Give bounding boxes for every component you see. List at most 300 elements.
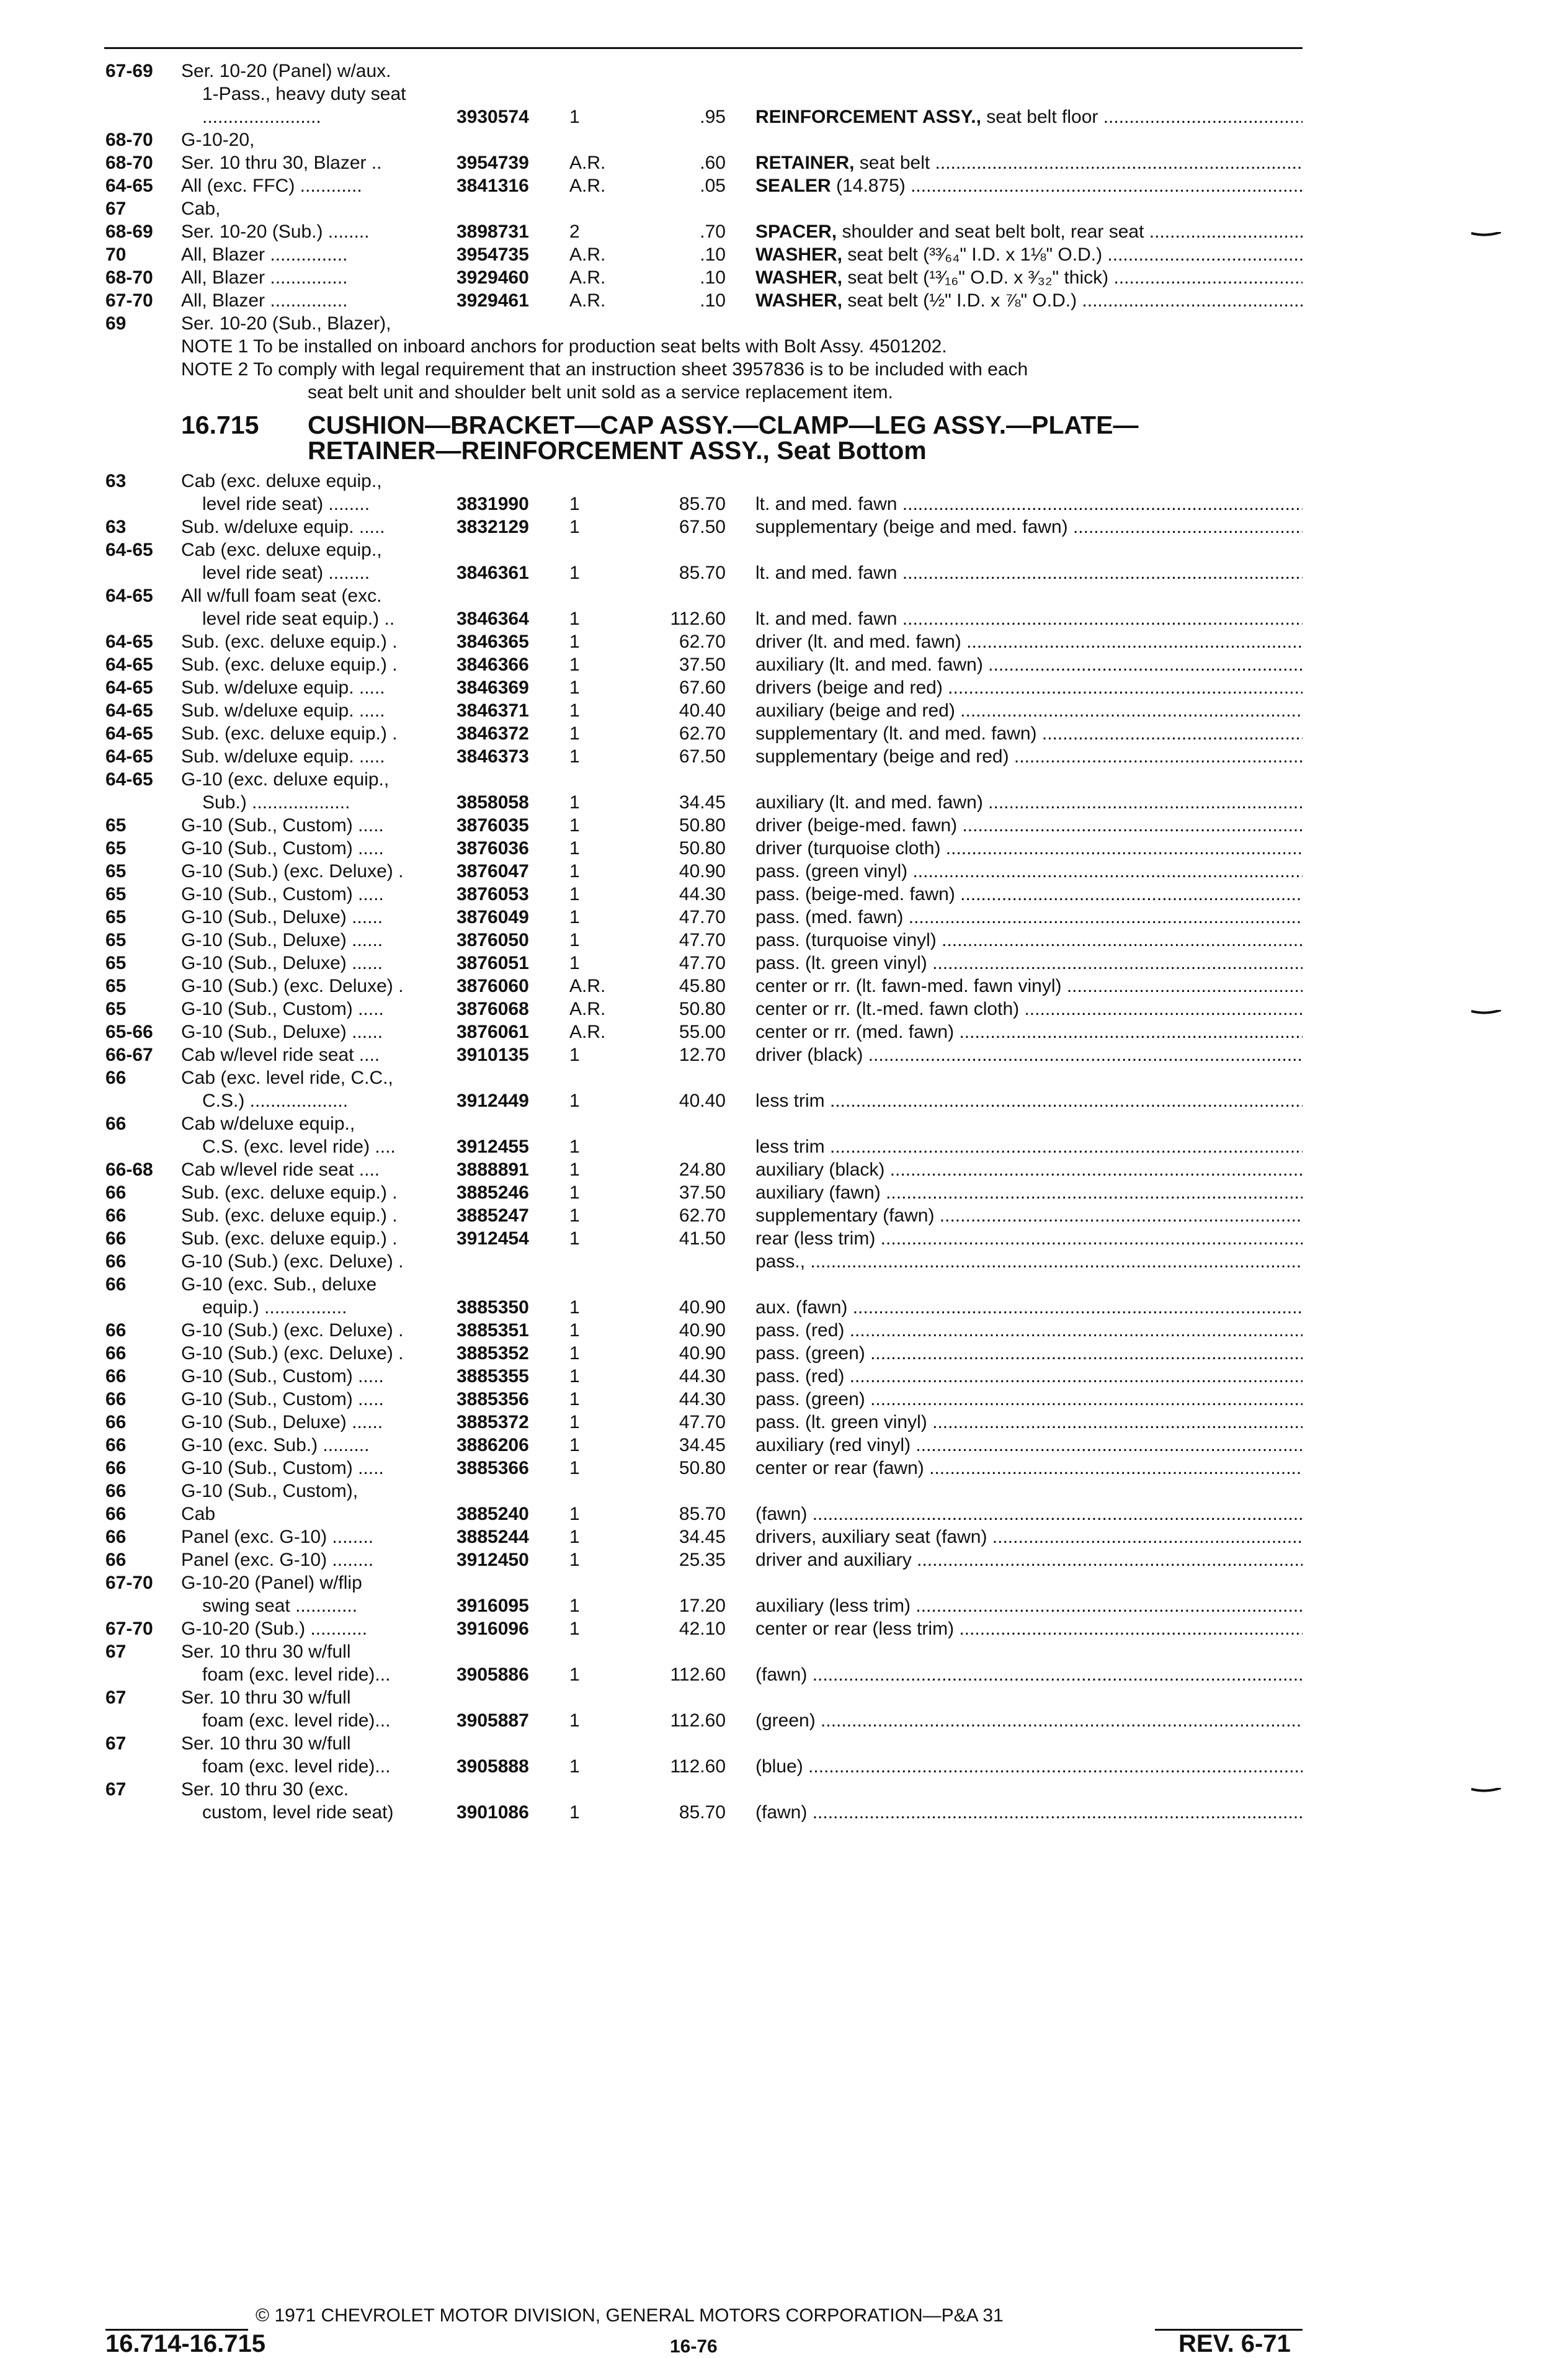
list-price: 37.50 xyxy=(679,1182,726,1203)
list-price: 40.90 xyxy=(679,1343,726,1364)
application-description: G-10-20 (Panel) w/flip xyxy=(181,1573,362,1593)
year-range: 67 xyxy=(105,1641,127,1662)
note-text: NOTE 2 To comply with legal requirement that an instruction sheet 3957836 is to be included with each xyxy=(181,359,1028,380)
section-title: RETAINER—REINFORCEMENT ASSY., Seat Bottom xyxy=(308,436,927,465)
table-row xyxy=(0,128,1568,151)
year-range: 68-69 xyxy=(105,221,153,242)
list-price: 47.70 xyxy=(679,907,726,927)
part-name: SPACER, shoulder and seat belt bolt, rear seat ..... xyxy=(755,220,1303,243)
quantity: 1 xyxy=(569,677,580,698)
table-row xyxy=(0,1135,1568,1158)
quantity: 1 xyxy=(569,1205,580,1226)
application-description: G-10 (Sub.) (exc. Deluxe) . xyxy=(181,976,404,996)
year-range: 66 xyxy=(105,1550,127,1570)
table-row xyxy=(0,538,1568,561)
quantity: 1 xyxy=(569,1228,580,1249)
part-number: 3831990 xyxy=(457,494,529,514)
table-row xyxy=(0,197,1568,220)
list-price: 17.20 xyxy=(679,1596,726,1616)
list-price: 24.80 xyxy=(679,1159,726,1180)
application-description: All, Blazer ............... xyxy=(181,290,348,311)
part-name: WASHER, seat belt (³³⁄₆₄" I.D. x 1⅛" O.D.) ..... xyxy=(755,243,1303,266)
list-price: 47.70 xyxy=(679,1412,726,1432)
part-number: 3888891 xyxy=(457,1159,529,1180)
year-range: 66 xyxy=(105,1068,127,1088)
part-number: 3912450 xyxy=(457,1550,529,1570)
section-title: CUSHION—BRACKET—CAP ASSY.—CLAMP—LEG ASSY.—PLATE— xyxy=(308,411,1139,439)
quantity: A.R. xyxy=(569,976,606,996)
year-range: 65 xyxy=(105,930,127,950)
table-row xyxy=(0,1480,1568,1503)
application-description: G-10 (Sub., Deluxe) ...... xyxy=(181,907,383,927)
application-description: Ser. 10 thru 30, Blazer .. xyxy=(181,153,382,173)
application-description: Sub. (exc. deluxe equip.) . xyxy=(181,654,398,675)
year-range: 64-65 xyxy=(105,723,153,744)
year-range: 66 xyxy=(105,1481,127,1501)
table-row xyxy=(0,83,1568,105)
application-description: 1-Pass., heavy duty seat xyxy=(202,84,406,104)
part-name: pass. (beige-med. fawn) ..... xyxy=(755,883,1303,906)
application-description: Sub. (exc. deluxe equip.) . xyxy=(181,1228,398,1249)
application-description: custom, level ride seat) xyxy=(202,1802,394,1823)
table-row xyxy=(0,722,1568,745)
year-range: 67-70 xyxy=(105,1573,153,1593)
list-price: 47.70 xyxy=(679,930,726,950)
table-row xyxy=(0,1388,1568,1411)
table-row xyxy=(0,630,1568,653)
application-description: Sub. (exc. deluxe equip.) . xyxy=(181,1182,398,1203)
part-number: 3876060 xyxy=(457,976,529,996)
part-number: 3876036 xyxy=(457,838,529,859)
part-number: 3905888 xyxy=(457,1756,529,1777)
application-description: All w/full foam seat (exc. xyxy=(181,586,382,606)
application-description: ....................... xyxy=(202,107,321,127)
application-description: G-10 (Sub., Custom) ..... xyxy=(181,1458,384,1478)
table-row xyxy=(0,1296,1568,1319)
application-description: G-10 (exc. Sub.) ......... xyxy=(181,1435,370,1455)
application-description: Cab (exc. deluxe equip., xyxy=(181,471,382,491)
application-description: Ser. 10-20 (Panel) w/aux. xyxy=(181,61,391,81)
part-name: WASHER, seat belt (¹³⁄₁₆" O.D. x ³⁄₃₂" thick) ..... xyxy=(755,266,1303,289)
table-row xyxy=(0,312,1568,335)
quantity: 1 xyxy=(569,1045,580,1065)
list-price: 40.40 xyxy=(679,700,726,721)
part-name: center or rr. (med. fawn) ..... xyxy=(755,1020,1303,1043)
footer-section-range: 16.714-16.715 xyxy=(105,2330,266,2357)
application-description: G-10 (Sub., Custom) ..... xyxy=(181,838,384,859)
list-price: .10 xyxy=(700,290,726,311)
part-name: lt. and med. fawn ..... xyxy=(755,493,1303,516)
application-description: G-10 (Sub., Custom), xyxy=(181,1481,359,1501)
quantity: 1 xyxy=(569,1435,580,1455)
part-number: 3846372 xyxy=(457,723,529,744)
year-range: 66 xyxy=(105,1114,127,1134)
list-price: 41.50 xyxy=(679,1228,726,1249)
table-row xyxy=(0,1709,1568,1732)
table-row xyxy=(0,516,1568,538)
quantity: 1 xyxy=(569,1091,580,1111)
footer-revision: REV. 6-71 xyxy=(1178,2330,1291,2357)
quantity: 1 xyxy=(569,700,580,721)
part-name: supplementary (beige and med. fawn) ..... xyxy=(755,516,1303,538)
part-name: driver (lt. and med. fawn) ..... xyxy=(755,630,1303,653)
part-name: center or rear (fawn) ..... xyxy=(755,1457,1303,1480)
table-row xyxy=(0,1273,1568,1296)
part-number: 3846366 xyxy=(457,654,529,675)
table-row xyxy=(0,768,1568,791)
table-row xyxy=(0,791,1568,814)
part-name: driver (black) ..... xyxy=(755,1043,1303,1066)
year-range: 64-65 xyxy=(105,176,153,196)
part-number: 3885246 xyxy=(457,1182,529,1203)
part-number: 3846369 xyxy=(457,677,529,698)
table-row xyxy=(0,1112,1568,1135)
table-row xyxy=(0,814,1568,837)
year-range: 66 xyxy=(105,1435,127,1455)
table-row xyxy=(0,860,1568,883)
quantity: 1 xyxy=(569,861,580,882)
year-range: 64-65 xyxy=(105,677,153,698)
part-number: 3929460 xyxy=(457,267,529,288)
year-range: 67 xyxy=(105,199,127,219)
part-name: pass. (red) ..... xyxy=(755,1365,1303,1388)
part-number: 3905887 xyxy=(457,1710,529,1731)
binding-mark xyxy=(1471,232,1501,237)
part-name: pass. (green) ..... xyxy=(755,1342,1303,1365)
part-number: 3885240 xyxy=(457,1504,529,1524)
application-description: All, Blazer ............... xyxy=(181,244,348,265)
quantity: 1 xyxy=(569,1412,580,1432)
quantity: 1 xyxy=(569,838,580,859)
table-row xyxy=(0,1594,1568,1617)
table-row xyxy=(0,1778,1568,1801)
application-description: Cab w/level ride seat .... xyxy=(181,1159,380,1180)
year-range: 64-65 xyxy=(105,746,153,767)
quantity: 1 xyxy=(569,884,580,904)
quantity: A.R. xyxy=(569,176,606,196)
quantity: 1 xyxy=(569,632,580,652)
application-description: Cab w/level ride seat .... xyxy=(181,1045,380,1065)
list-price: .60 xyxy=(700,153,726,173)
part-number: 3954735 xyxy=(457,244,529,265)
year-range: 66 xyxy=(105,1274,127,1295)
application-description: G-10 (Sub.) (exc. Deluxe) . xyxy=(181,861,404,882)
top-rule xyxy=(104,47,1303,49)
quantity: 1 xyxy=(569,1802,580,1823)
list-price: 44.30 xyxy=(679,1389,726,1409)
table-row xyxy=(0,1686,1568,1709)
table-row xyxy=(0,607,1568,630)
quantity: 1 xyxy=(569,1619,580,1639)
list-price: 50.80 xyxy=(679,1458,726,1478)
list-price: .10 xyxy=(700,244,726,265)
part-number: 3916096 xyxy=(457,1619,529,1639)
quantity: A.R. xyxy=(569,267,606,288)
list-price: 62.70 xyxy=(679,1205,726,1226)
table-row xyxy=(0,1571,1568,1594)
part-number: 3885350 xyxy=(457,1297,529,1318)
quantity: 1 xyxy=(569,563,580,583)
application-description: Cab w/deluxe equip., xyxy=(181,1114,355,1134)
quantity: 1 xyxy=(569,1159,580,1180)
part-number: 3876047 xyxy=(457,861,529,882)
year-range: 65 xyxy=(105,953,127,973)
list-price: 40.90 xyxy=(679,1297,726,1318)
table-row xyxy=(0,561,1568,584)
quantity: A.R. xyxy=(569,999,606,1019)
part-name: supplementary (fawn) ..... xyxy=(755,1204,1303,1227)
table-row xyxy=(0,975,1568,998)
list-price: 67.50 xyxy=(679,517,726,537)
application-description: Ser. 10 thru 30 w/full xyxy=(181,1641,351,1662)
part-name: pass. (green vinyl) ..... xyxy=(755,860,1303,883)
table-row xyxy=(0,1457,1568,1480)
quantity: 1 xyxy=(569,107,580,127)
part-number: 3885356 xyxy=(457,1389,529,1409)
part-number: 3885247 xyxy=(457,1205,529,1226)
table-row xyxy=(0,1089,1568,1112)
application-description: C.S. (exc. level ride) .... xyxy=(202,1137,396,1157)
note-text: NOTE 1 To be installed on inboard anchors for production seat belts with Bolt Assy. 4501202. xyxy=(181,336,947,357)
quantity: 1 xyxy=(569,654,580,675)
quantity: 1 xyxy=(569,746,580,767)
application-description: Ser. 10-20 (Sub.) ........ xyxy=(181,221,370,242)
part-name: WASHER, seat belt (½" I.D. x ⅞" O.D.) ..... xyxy=(755,289,1303,312)
year-range: 70 xyxy=(105,244,127,265)
quantity: 1 xyxy=(569,930,580,950)
part-name: lt. and med. fawn ..... xyxy=(755,561,1303,584)
application-description: Sub.) ................... xyxy=(202,792,350,813)
quantity: 1 xyxy=(569,517,580,537)
table-row xyxy=(0,1043,1568,1066)
section-number: 16.715 xyxy=(181,411,259,439)
part-number: 3876051 xyxy=(457,953,529,973)
quantity: 1 xyxy=(569,1710,580,1731)
part-number: 3846361 xyxy=(457,563,529,583)
year-range: 66-68 xyxy=(105,1159,153,1180)
application-description: G-10 (Sub., Deluxe) ...... xyxy=(181,930,383,950)
application-description: Sub. (exc. deluxe equip.) . xyxy=(181,632,398,652)
year-range: 65 xyxy=(105,976,127,996)
application-description: G-10 (Sub., Deluxe) ...... xyxy=(181,953,383,973)
application-description: foam (exc. level ride)... xyxy=(202,1664,391,1685)
list-price: 40.40 xyxy=(679,1091,726,1111)
year-range: 68-70 xyxy=(105,267,153,288)
quantity: A.R. xyxy=(569,153,606,173)
year-range: 66 xyxy=(105,1343,127,1364)
part-number: 3898731 xyxy=(457,221,529,242)
list-price: 37.50 xyxy=(679,654,726,675)
part-number: 3846365 xyxy=(457,632,529,652)
list-price: .95 xyxy=(700,107,726,127)
quantity: 1 xyxy=(569,609,580,629)
part-name: (fawn) ..... xyxy=(755,1503,1303,1525)
list-price: 12.70 xyxy=(679,1045,726,1065)
quantity: 1 xyxy=(569,907,580,927)
application-description: G-10 (exc. Sub., deluxe xyxy=(181,1274,377,1295)
quantity: A.R. xyxy=(569,290,606,311)
part-name: driver (turquoise cloth) ..... xyxy=(755,837,1303,860)
year-range: 67-69 xyxy=(105,61,153,81)
part-name: auxiliary (lt. and med. fawn) ..... xyxy=(755,653,1303,676)
part-name: (fawn) ..... xyxy=(755,1801,1303,1824)
part-number: 3841316 xyxy=(457,176,529,196)
list-price: 45.80 xyxy=(679,976,726,996)
list-price: 44.30 xyxy=(679,1366,726,1387)
quantity: 1 xyxy=(569,1664,580,1685)
part-name: pass. (lt. green vinyl) ..... xyxy=(755,1411,1303,1434)
quantity: 1 xyxy=(569,494,580,514)
year-range: 67-70 xyxy=(105,290,153,311)
part-number: 3876068 xyxy=(457,999,529,1019)
binding-mark xyxy=(1471,1010,1501,1015)
application-description: All (exc. FFC) ............ xyxy=(181,176,362,196)
part-name: auxiliary (lt. and med. fawn) ..... xyxy=(755,791,1303,814)
list-price: 47.70 xyxy=(679,953,726,973)
table-row xyxy=(0,289,1568,312)
note-text: seat belt unit and shoulder belt unit sold as a service replacement item. xyxy=(308,382,893,403)
part-number: 3876050 xyxy=(457,930,529,950)
application-description: Sub. (exc. deluxe equip.) . xyxy=(181,723,398,744)
list-price: 42.10 xyxy=(679,1619,726,1639)
part-number: 3876053 xyxy=(457,884,529,904)
part-number: 3876035 xyxy=(457,815,529,836)
list-price: 67.50 xyxy=(679,746,726,767)
year-range: 66 xyxy=(105,1228,127,1249)
part-name: auxiliary (beige and red) ..... xyxy=(755,699,1303,722)
table-row xyxy=(0,220,1568,243)
quantity: 1 xyxy=(569,723,580,744)
part-number: 3885244 xyxy=(457,1527,529,1547)
part-name: center or rr. (lt. fawn-med. fawn vinyl) ..... xyxy=(755,975,1303,998)
year-range: 66 xyxy=(105,1527,127,1547)
part-number: 3912449 xyxy=(457,1091,529,1111)
application-description: G-10 (Sub.) (exc. Deluxe) . xyxy=(181,1251,404,1272)
part-number: 3876061 xyxy=(457,1022,529,1042)
table-row xyxy=(0,1801,1568,1824)
application-description: Cab xyxy=(181,1504,216,1524)
year-range: 67-70 xyxy=(105,1619,153,1639)
table-row xyxy=(0,493,1568,516)
part-name: supplementary (beige and red) ..... xyxy=(755,745,1303,768)
application-description: level ride seat) ........ xyxy=(202,563,370,583)
application-description: Panel (exc. G-10) ........ xyxy=(181,1550,374,1570)
part-name: pass. (red) ..... xyxy=(755,1319,1303,1342)
table-row xyxy=(0,470,1568,493)
application-description: G-10 (Sub.) (exc. Deluxe) . xyxy=(181,1320,404,1341)
quantity: 1 xyxy=(569,815,580,836)
year-range: 68-70 xyxy=(105,153,153,173)
part-name: supplementary (lt. and med. fawn) ..... xyxy=(755,722,1303,745)
list-price: 40.90 xyxy=(679,1320,726,1341)
application-description: G-10-20, xyxy=(181,130,255,150)
table-row xyxy=(0,929,1568,952)
application-description: swing seat ............ xyxy=(202,1596,358,1616)
table-row xyxy=(0,1434,1568,1457)
list-price: 50.80 xyxy=(679,838,726,859)
part-number: 3905886 xyxy=(457,1664,529,1685)
year-range: 65 xyxy=(105,907,127,927)
table-row xyxy=(0,676,1568,699)
year-range: 65 xyxy=(105,838,127,859)
list-price: 67.60 xyxy=(679,677,726,698)
part-name: driver (beige-med. fawn) ..... xyxy=(755,814,1303,837)
table-row xyxy=(0,998,1568,1020)
table-row xyxy=(0,1227,1568,1250)
part-name: center or rr. (lt.-med. fawn cloth) ..... xyxy=(755,998,1303,1020)
part-number: 3885351 xyxy=(457,1320,529,1341)
part-name: auxiliary (red vinyl) ..... xyxy=(755,1434,1303,1457)
year-range: 64-65 xyxy=(105,586,153,606)
application-description: Panel (exc. G-10) ........ xyxy=(181,1527,374,1547)
list-price: 55.00 xyxy=(679,1022,726,1042)
application-description: Cab (exc. level ride, C.C., xyxy=(181,1068,393,1088)
year-range: 66-67 xyxy=(105,1045,153,1065)
part-number: 3846364 xyxy=(457,609,529,629)
part-name: lt. and med. fawn ..... xyxy=(755,607,1303,630)
year-range: 63 xyxy=(105,471,127,491)
year-range: 64-65 xyxy=(105,700,153,721)
part-name: aux. (fawn) ..... xyxy=(755,1296,1303,1319)
year-range: 68-70 xyxy=(105,130,153,150)
application-description: G-10 (Sub., Deluxe) ...... xyxy=(181,1412,383,1432)
quantity: 1 xyxy=(569,1182,580,1203)
table-row xyxy=(0,1617,1568,1640)
list-price: .05 xyxy=(700,176,726,196)
quantity: 1 xyxy=(569,1458,580,1478)
part-number: 3858058 xyxy=(457,792,529,813)
part-number: 3930574 xyxy=(457,107,529,127)
part-number: 3885352 xyxy=(457,1343,529,1364)
application-description: Cab, xyxy=(181,199,221,219)
application-description: G-10 (Sub., Custom) ..... xyxy=(181,999,384,1019)
part-number: 3876049 xyxy=(457,907,529,927)
table-row xyxy=(0,1365,1568,1388)
list-price: .70 xyxy=(700,221,726,242)
part-name: pass. (med. fawn) ..... xyxy=(755,906,1303,929)
table-row xyxy=(0,1663,1568,1686)
part-name: (fawn) ..... xyxy=(755,1663,1303,1686)
application-description: foam (exc. level ride)... xyxy=(202,1710,391,1731)
part-name: rear (less trim) ..... xyxy=(755,1227,1303,1250)
part-name: pass. (lt. green vinyl) ..... xyxy=(755,952,1303,975)
application-description: G-10 (exc. deluxe equip., xyxy=(181,769,390,790)
application-description: G-10 (Sub., Deluxe) ...... xyxy=(181,1022,383,1042)
quantity: 1 xyxy=(569,1596,580,1616)
part-number: 3929461 xyxy=(457,290,529,311)
application-description: C.S.) ................... xyxy=(202,1091,349,1111)
quantity: 1 xyxy=(569,1137,580,1157)
quantity: 1 xyxy=(569,1320,580,1341)
year-range: 64-65 xyxy=(105,632,153,652)
part-number: 3910135 xyxy=(457,1045,529,1065)
application-description: Ser. 10-20 (Sub., Blazer), xyxy=(181,313,391,334)
year-range: 64-65 xyxy=(105,769,153,790)
application-description: All, Blazer ............... xyxy=(181,267,348,288)
part-name: drivers (beige and red) ..... xyxy=(755,676,1303,699)
application-description: equip.) ................ xyxy=(202,1297,347,1318)
table-row xyxy=(0,60,1568,83)
year-range: 64-65 xyxy=(105,654,153,675)
application-description: G-10 (Sub.) (exc. Deluxe) . xyxy=(181,1343,404,1364)
list-price: 34.45 xyxy=(679,1527,726,1547)
year-range: 63 xyxy=(105,517,127,537)
quantity: 1 xyxy=(569,1550,580,1570)
part-name: auxiliary (less trim) ..... xyxy=(755,1594,1303,1617)
quantity: 1 xyxy=(569,1504,580,1524)
part-name: less trim ..... xyxy=(755,1089,1303,1112)
quantity: 1 xyxy=(569,1527,580,1547)
